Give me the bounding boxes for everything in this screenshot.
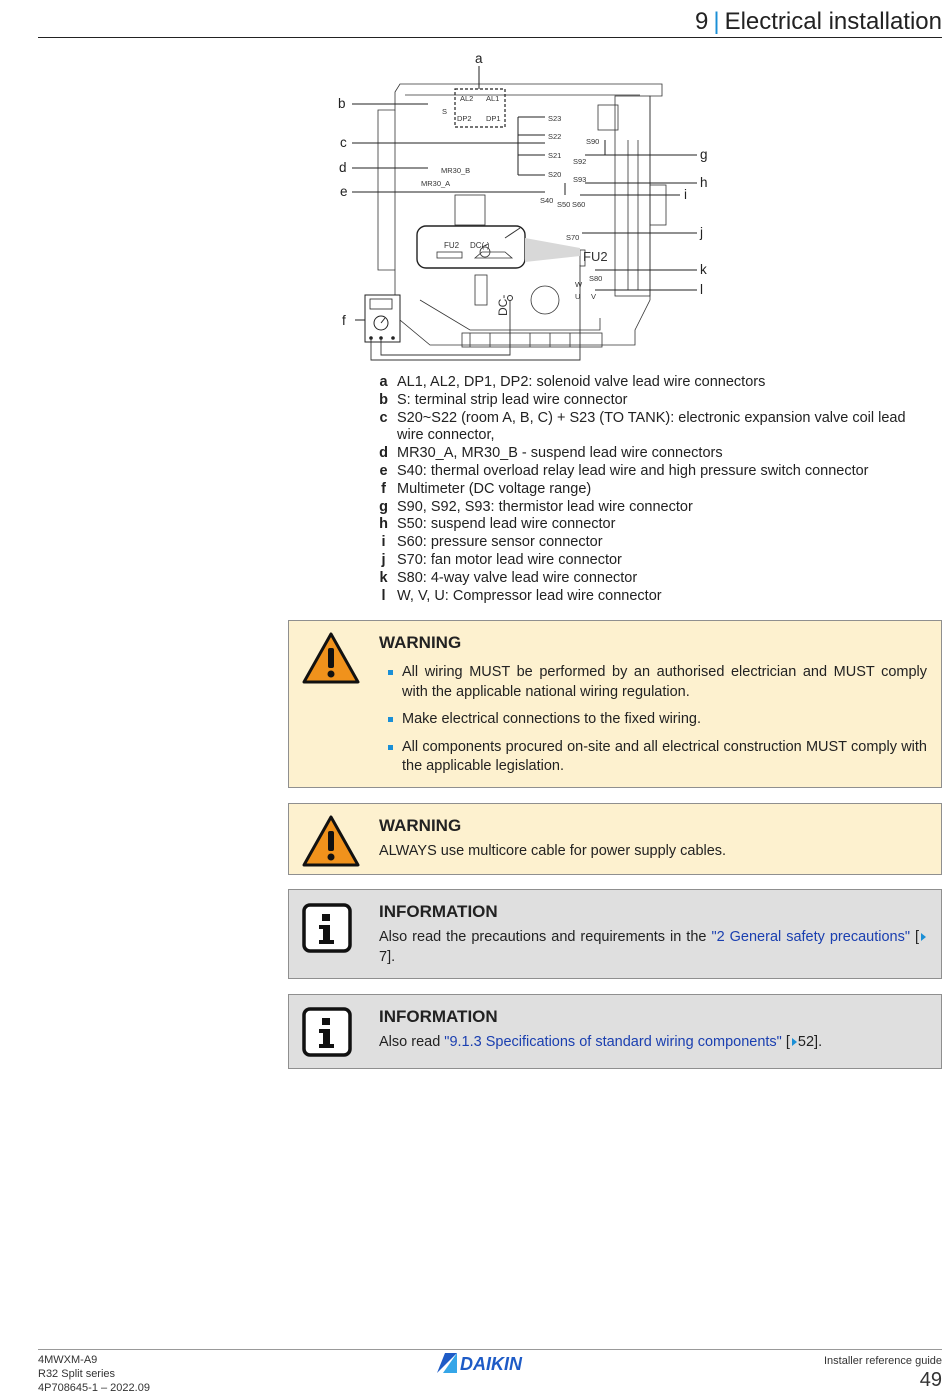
legend-text: S80: 4-way valve lead wire connector bbox=[397, 569, 638, 586]
legend-item bbox=[370, 410, 930, 446]
svg-text:S50: S50 bbox=[557, 200, 571, 209]
callout-l: l bbox=[700, 282, 703, 297]
chapter-title: Electrical installation bbox=[724, 8, 942, 35]
legend-text: AL1, AL2, DP1, DP2: solenoid valve lead wire connectors bbox=[397, 374, 766, 390]
warning-box-wiring bbox=[288, 620, 942, 788]
warning-title: WARNING bbox=[379, 816, 462, 835]
legend-key: f bbox=[381, 480, 386, 497]
figure-legend bbox=[370, 374, 930, 605]
callout-k: k bbox=[700, 262, 707, 277]
information-icon bbox=[301, 1006, 353, 1058]
page-ref-arrow-icon bbox=[921, 933, 926, 941]
legend-item bbox=[370, 534, 930, 552]
legend-key: g bbox=[379, 498, 388, 515]
footer-divider bbox=[38, 1349, 942, 1350]
legend-text: MR30_A, MR30_B - suspend lead wire connectors bbox=[397, 445, 723, 462]
svg-text:DC(-): DC(-) bbox=[470, 241, 490, 250]
svg-text:S90: S90 bbox=[586, 137, 600, 146]
daikin-logo bbox=[437, 1352, 543, 1374]
information-box-wiring-specs bbox=[288, 994, 942, 1069]
information-title: INFORMATION bbox=[379, 1007, 498, 1026]
footer-guide-title: Installer reference guide bbox=[823, 1355, 942, 1367]
callout-a: a bbox=[475, 51, 483, 66]
svg-text:V: V bbox=[591, 292, 597, 301]
chapter-heading bbox=[695, 8, 942, 36]
callout-h: h bbox=[700, 175, 708, 190]
svg-text:FU2: FU2 bbox=[444, 241, 460, 250]
legend-key: e bbox=[379, 462, 388, 479]
callout-i: i bbox=[684, 187, 687, 202]
footer-document-info bbox=[38, 1354, 150, 1394]
svg-text:S80: S80 bbox=[589, 274, 603, 283]
ref-bracket: [ bbox=[781, 1034, 790, 1050]
legend-text: S60: pressure sensor connector bbox=[397, 534, 603, 551]
svg-text:S: S bbox=[442, 107, 448, 116]
information-text-lead: Also read bbox=[379, 1034, 445, 1050]
legend-text: Multimeter (DC voltage range) bbox=[397, 480, 592, 497]
heading-separator: | bbox=[713, 8, 720, 35]
page-ref-arrow-icon bbox=[792, 1038, 797, 1046]
svg-text:S40: S40 bbox=[540, 196, 554, 205]
legend-text: S50: suspend lead wire connector bbox=[397, 516, 616, 533]
svg-text:S20: S20 bbox=[548, 170, 562, 179]
legend-item bbox=[370, 588, 930, 606]
legend-key: k bbox=[379, 569, 388, 586]
warning-item: Make electrical connections to the fixed wiring. bbox=[379, 710, 927, 730]
legend-item bbox=[370, 552, 930, 570]
svg-text:S23: S23 bbox=[548, 114, 562, 123]
svg-text:DP2: DP2 bbox=[457, 114, 472, 123]
legend-key: d bbox=[379, 445, 388, 462]
warning-item: All components procured on-site and all electrical construction MUST comply with the applicable legislation. bbox=[379, 738, 927, 777]
information-icon bbox=[301, 902, 353, 954]
information-box-safety bbox=[288, 889, 942, 979]
legend-text: S20~S22 (room A, B, C) + S23 (TO TANK): electronic expansion valve coil lead wire connector, bbox=[397, 409, 906, 444]
legend-key: h bbox=[379, 516, 388, 533]
legend-item bbox=[370, 570, 930, 588]
warning-triangle-icon bbox=[301, 631, 361, 685]
callout-j: j bbox=[700, 225, 703, 240]
ref-bracket: ]. bbox=[814, 1034, 823, 1050]
pcb-wiring-diagram bbox=[330, 48, 720, 368]
information-text bbox=[379, 928, 927, 967]
svg-text:MR30_A: MR30_A bbox=[421, 179, 451, 188]
legend-text: W, V, U: Compressor lead wire connector bbox=[397, 587, 662, 604]
warning-triangle-icon bbox=[301, 814, 361, 868]
legend-item bbox=[370, 481, 930, 499]
general-safety-precautions-link[interactable]: "2 General safety precautions" bbox=[711, 929, 910, 945]
legend-text: S: terminal strip lead wire connector bbox=[397, 391, 628, 408]
legend-key: i bbox=[381, 534, 386, 551]
svg-text:DP1: DP1 bbox=[486, 114, 501, 123]
svg-text:MR30_B: MR30_B bbox=[441, 166, 471, 175]
warning-text: ALWAYS use multicore cable for power supply cables. bbox=[379, 843, 727, 859]
callout-d: d bbox=[339, 160, 347, 175]
warning-title: WARNING bbox=[379, 633, 462, 652]
svg-text:FU2: FU2 bbox=[583, 249, 608, 264]
footer-series: R32 Split series bbox=[38, 1367, 116, 1380]
chapter-number: 9 bbox=[694, 8, 709, 35]
page-reference[interactable]: 7 bbox=[379, 948, 388, 965]
svg-text:W: W bbox=[575, 280, 583, 289]
brand-name: DAIKIN bbox=[460, 1354, 522, 1374]
svg-text:S92: S92 bbox=[573, 157, 587, 166]
legend-key: j bbox=[381, 551, 386, 568]
svg-text:S21: S21 bbox=[548, 151, 562, 160]
footer-doc-code: 4P708645-1 – 2022.09 bbox=[38, 1381, 150, 1394]
legend-item bbox=[370, 445, 930, 463]
legend-item bbox=[370, 392, 930, 410]
page-reference[interactable]: 52 bbox=[797, 1034, 815, 1050]
legend-item bbox=[370, 374, 930, 392]
page-number: 49 bbox=[919, 1369, 942, 1391]
svg-text:S70: S70 bbox=[566, 233, 580, 242]
svg-text:U: U bbox=[575, 292, 581, 301]
svg-text:DC-: DC- bbox=[496, 294, 510, 316]
legend-key: l bbox=[381, 587, 386, 604]
callout-f: f bbox=[342, 313, 346, 328]
footer-page-info bbox=[824, 1354, 942, 1392]
information-text bbox=[379, 1033, 927, 1053]
legend-key: b bbox=[379, 391, 388, 408]
legend-item bbox=[370, 463, 930, 481]
legend-text: S90, S92, S93: thermistor lead wire connector bbox=[397, 498, 693, 515]
footer-model: 4MWXM-A9 bbox=[38, 1354, 98, 1366]
legend-key: a bbox=[379, 374, 388, 390]
ref-bracket: [ bbox=[909, 929, 919, 945]
page-header bbox=[38, 6, 942, 38]
warning-box-cable bbox=[288, 803, 942, 875]
svg-text:AL2: AL2 bbox=[460, 94, 474, 103]
legend-item bbox=[370, 499, 930, 517]
svg-text:S22: S22 bbox=[548, 132, 562, 141]
callout-e: e bbox=[340, 184, 348, 199]
legend-item bbox=[370, 516, 930, 534]
svg-text:S93: S93 bbox=[573, 175, 587, 184]
information-text-lead: Also read the precautions and requirements in the bbox=[379, 929, 712, 945]
ref-bracket: ]. bbox=[387, 948, 396, 965]
callout-c: c bbox=[340, 135, 347, 150]
svg-text:AL1: AL1 bbox=[486, 94, 500, 103]
svg-text:S60: S60 bbox=[572, 200, 586, 209]
warning-item: All wiring MUST be performed by an authorised electrician and MUST comply with the applicable national wiring regulation. bbox=[379, 663, 927, 702]
legend-text: S40: thermal overload relay lead wire and high pressure switch connector bbox=[397, 462, 869, 479]
legend-key: c bbox=[379, 409, 388, 426]
callout-b: b bbox=[338, 96, 346, 111]
wiring-specifications-link[interactable]: "9.1.3 Specifications of standard wiring components" bbox=[444, 1034, 782, 1050]
legend-text: S70: fan motor lead wire connector bbox=[397, 551, 622, 568]
information-title: INFORMATION bbox=[379, 902, 498, 921]
callout-g: g bbox=[700, 147, 708, 162]
